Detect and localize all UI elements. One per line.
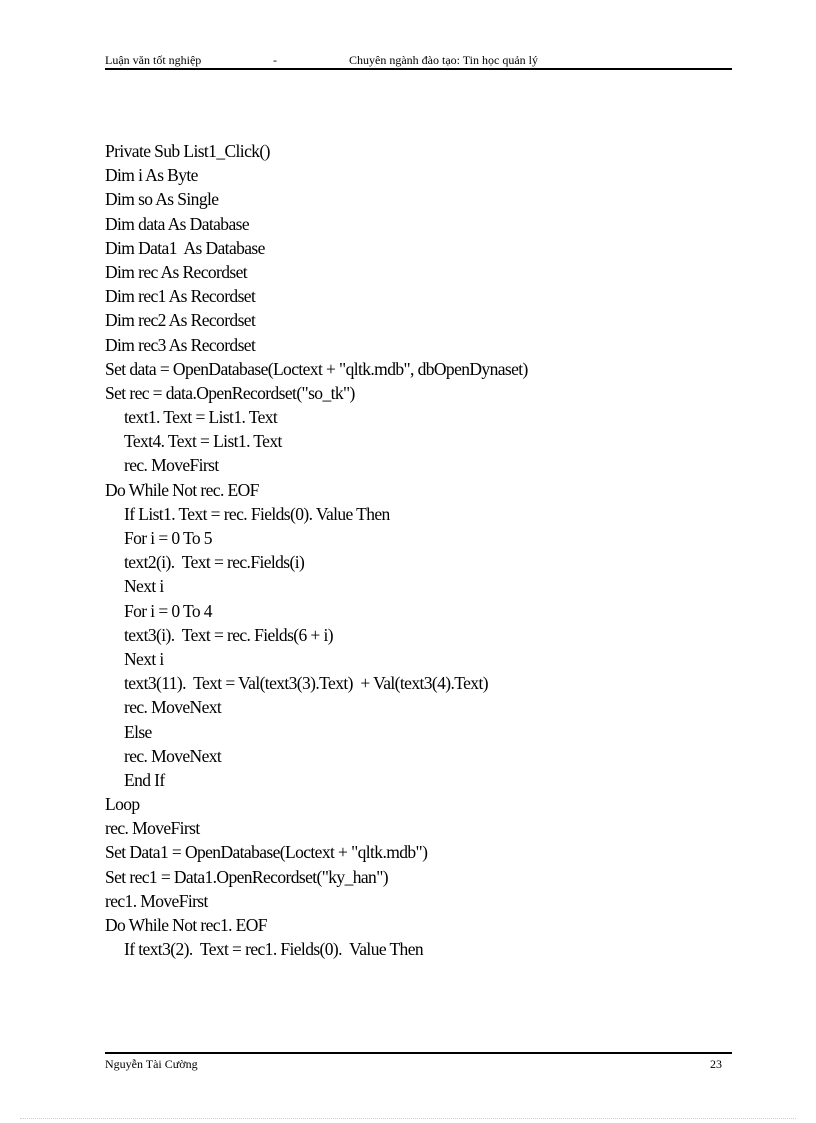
code-line: If text3(2). Text = rec1. Fields(0). Value Then: [124, 939, 424, 960]
code-line: Set data = OpenDatabase(Loctext + "qltk.mdb", dbOpenDynaset): [105, 358, 528, 379]
code-line: Dim rec As Recordset: [105, 261, 248, 282]
code-line: Private Sub List1_Click(): [105, 141, 270, 161]
code-line: Dim Data1 As Database: [105, 237, 265, 258]
code-line: For i = 0 To 4: [124, 600, 212, 621]
code-line: Set rec = data.OpenRecordset("so_tk"): [105, 382, 355, 403]
code-line: Text4. Text = List1. Text: [124, 431, 282, 452]
page-number: 23: [710, 1057, 722, 1071]
code-line: Do While Not rec1. EOF: [105, 915, 267, 935]
code-line: Dim data As Database: [105, 213, 249, 234]
code-line: rec. MoveFirst: [105, 818, 200, 839]
header-thesis-label: Luận văn tốt nghiệp: [105, 53, 202, 67]
code-line: text3(i). Text = rec. Fields(6 + i): [124, 624, 333, 645]
code-line: Next i: [124, 576, 164, 597]
code-line: Next i: [124, 648, 164, 669]
footer-rule: [105, 1052, 732, 1054]
header-rule: [105, 68, 732, 70]
code-line: Dim rec1 As Recordset: [105, 286, 256, 307]
code-line: Loop: [105, 794, 140, 815]
code-line: Set rec1 = Data1.OpenRecordset("ky_han"): [105, 866, 388, 887]
code-line: Else: [124, 721, 152, 742]
page-footer: [105, 1056, 722, 1074]
header-separator: -: [273, 53, 277, 67]
code-line: Dim rec2 As Recordset: [105, 310, 256, 331]
code-line: If List1. Text = rec. Fields(0). Value Then: [124, 503, 390, 524]
code-line: rec. MoveNext: [124, 697, 222, 718]
page-bottom-edge: [20, 1118, 796, 1119]
code-line: Set Data1 = OpenDatabase(Loctext + "qltk.mdb"): [105, 842, 428, 863]
code-line: rec. MoveNext: [124, 745, 222, 766]
footer-author: Nguyễn Tài Cường: [105, 1057, 198, 1071]
code-line: text2(i). Text = rec.Fields(i): [124, 552, 305, 573]
code-line: Dim i As Byte: [105, 165, 198, 186]
code-line: text1. Text = List1. Text: [124, 407, 278, 428]
code-listing: [105, 139, 745, 961]
code-line: Dim so As Single: [105, 189, 219, 210]
code-line: rec. MoveFirst: [124, 455, 219, 476]
code-line: rec1. MoveFirst: [105, 890, 208, 911]
code-line: Do While Not rec. EOF: [105, 479, 259, 500]
code-line: End If: [124, 769, 165, 790]
code-line: For i = 0 To 5: [124, 528, 212, 548]
header-major-label: Chuyên ngành đào tạo: Tin học quản lý: [349, 53, 538, 67]
code-line: Dim rec3 As Recordset: [105, 334, 256, 355]
code-line: text3(11). Text = Val(text3(3).Text) + Val(text3(4).Text): [124, 673, 488, 694]
